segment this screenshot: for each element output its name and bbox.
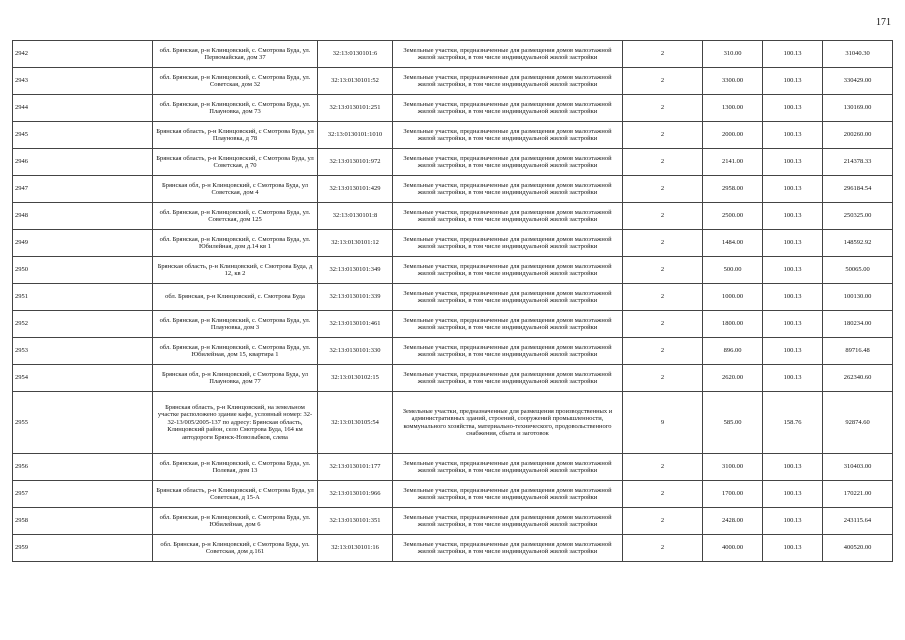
class-code-cell: 9 xyxy=(623,392,703,454)
land-use-category-cell: Земельные участки, предназначенные для размещения домов малоэтажной жилой застройки, в том числе индивидуальной жилой застройки xyxy=(393,122,623,149)
table-row xyxy=(13,508,893,535)
class-code-cell: 2 xyxy=(623,481,703,508)
area-cell: 2428.00 xyxy=(703,508,763,535)
land-use-category-cell: Земельные участки, предназначенные для размещения домов малоэтажной жилой застройки, в том числе индивидуальной жилой застройки xyxy=(393,149,623,176)
cadastral-value-cell: 31040.30 xyxy=(823,41,893,68)
address-cell: Брянская обл, р-н Клинцовский, с Смотрова Буда, ул Советская, дом 4 xyxy=(153,176,318,203)
table-body xyxy=(13,41,893,562)
table-row xyxy=(13,41,893,68)
area-cell: 2000.00 xyxy=(703,122,763,149)
unit-value-cell: 158.76 xyxy=(763,392,823,454)
address-cell: Брянская область, р-н Клинцовский, на земельном участке расположено здание кафе, условный номер: 32-32-13/005/2005-137 по адресу: Брянская область, Клинцовский район, село Смотрова Буда, 164 км автодороги Брянск-Новозыбков, слева xyxy=(153,392,318,454)
unit-value-cell: 100.13 xyxy=(763,41,823,68)
table-row xyxy=(13,122,893,149)
class-code-cell: 2 xyxy=(623,365,703,392)
land-use-category-cell: Земельные участки, предназначенные для размещения домов малоэтажной жилой застройки, в том числе индивидуальной жилой застройки xyxy=(393,203,623,230)
land-use-category-cell: Земельные участки, предназначенные для размещения производственных и административных зданий, строений, сооружений промышленности, коммунального хозяйства, материально-технического, продовольственного снабжения, сбыта и заготовок xyxy=(393,392,623,454)
area-cell: 500.00 xyxy=(703,257,763,284)
address-cell: Брянская область, р-н Клинцовский, с Смотрова Буда, ул Советская, д 15-А xyxy=(153,481,318,508)
cadastral-number-cell: 32:13:0130101:972 xyxy=(318,149,393,176)
unit-value-cell: 100.13 xyxy=(763,203,823,230)
cadastral-value-cell: 330429.00 xyxy=(823,68,893,95)
cadastral-number-cell: 32:13:0130101:429 xyxy=(318,176,393,203)
class-code-cell: 2 xyxy=(623,338,703,365)
cadastral-number-cell: 32:13:0130101:177 xyxy=(318,454,393,481)
cadastral-number-cell: 32:13:0130101:349 xyxy=(318,257,393,284)
unit-value-cell: 100.13 xyxy=(763,176,823,203)
table-row xyxy=(13,365,893,392)
row-number-cell: 2959 xyxy=(13,535,153,562)
table-row xyxy=(13,392,893,454)
table-row xyxy=(13,338,893,365)
unit-value-cell: 100.13 xyxy=(763,95,823,122)
class-code-cell: 2 xyxy=(623,41,703,68)
cadastral-number-cell: 32:13:0130101:1010 xyxy=(318,122,393,149)
class-code-cell: 2 xyxy=(623,535,703,562)
table-row xyxy=(13,176,893,203)
unit-value-cell: 100.13 xyxy=(763,481,823,508)
row-number-cell: 2957 xyxy=(13,481,153,508)
cadastral-value-cell: 214378.33 xyxy=(823,149,893,176)
row-number-cell: 2955 xyxy=(13,392,153,454)
unit-value-cell: 100.13 xyxy=(763,454,823,481)
area-cell: 3300.00 xyxy=(703,68,763,95)
area-cell: 1484.00 xyxy=(703,230,763,257)
row-number-cell: 2950 xyxy=(13,257,153,284)
area-cell: 2500.00 xyxy=(703,203,763,230)
unit-value-cell: 100.13 xyxy=(763,508,823,535)
row-number-cell: 2953 xyxy=(13,338,153,365)
land-use-category-cell: Земельные участки, предназначенные для размещения домов малоэтажной жилой застройки, в том числе индивидуальной жилой застройки xyxy=(393,454,623,481)
cadastral-value-cell: 89716.48 xyxy=(823,338,893,365)
unit-value-cell: 100.13 xyxy=(763,122,823,149)
address-cell: обл. Брянская, р-н Клинцовский, с. Смотрова Буда, ул. Советская, дом 125 xyxy=(153,203,318,230)
cadastral-value-cell: 200260.00 xyxy=(823,122,893,149)
table-row xyxy=(13,454,893,481)
area-cell: 1000.00 xyxy=(703,284,763,311)
area-cell: 2141.00 xyxy=(703,149,763,176)
cadastral-number-cell: 32:13:0130101:339 xyxy=(318,284,393,311)
cadastral-value-cell: 296184.54 xyxy=(823,176,893,203)
table-row xyxy=(13,257,893,284)
land-use-category-cell: Земельные участки, предназначенные для размещения домов малоэтажной жилой застройки, в том числе индивидуальной жилой застройки xyxy=(393,481,623,508)
address-cell: Брянская обл, р-н Клинцовский, с Смотрова Буда, ул Плауновка, дом 77 xyxy=(153,365,318,392)
class-code-cell: 2 xyxy=(623,95,703,122)
row-number-cell: 2951 xyxy=(13,284,153,311)
cadastral-value-cell: 92874.60 xyxy=(823,392,893,454)
row-number-cell: 2942 xyxy=(13,41,153,68)
row-number-cell: 2954 xyxy=(13,365,153,392)
address-cell: обл. Брянская, р-н Клинцовский, с. Смотрова Буда, ул. Юбилейная, дом 15, квартира 1 xyxy=(153,338,318,365)
table-row xyxy=(13,149,893,176)
row-number-cell: 2956 xyxy=(13,454,153,481)
cadastral-value-cell: 50065.00 xyxy=(823,257,893,284)
class-code-cell: 2 xyxy=(623,284,703,311)
land-use-category-cell: Земельные участки, предназначенные для размещения домов малоэтажной жилой застройки, в том числе индивидуальной жилой застройки xyxy=(393,176,623,203)
row-number-cell: 2944 xyxy=(13,95,153,122)
table-row xyxy=(13,311,893,338)
cadastral-number-cell: 32:13:0130101:16 xyxy=(318,535,393,562)
cadastral-value-cell: 262340.60 xyxy=(823,365,893,392)
address-cell: Брянская область, р-н Клинцовский, с Смотрова Буда, ул Плауновка, д 78 xyxy=(153,122,318,149)
address-cell: Брянская область, р-н Клинцовский, с Смотрова Буда, ул Советская, д 70 xyxy=(153,149,318,176)
class-code-cell: 2 xyxy=(623,203,703,230)
area-cell: 896.00 xyxy=(703,338,763,365)
land-parcel-table xyxy=(12,40,893,562)
cadastral-value-cell: 310403.00 xyxy=(823,454,893,481)
land-use-category-cell: Земельные участки, предназначенные для размещения домов малоэтажной жилой застройки, в том числе индивидуальной жилой застройки xyxy=(393,95,623,122)
land-use-category-cell: Земельные участки, предназначенные для размещения домов малоэтажной жилой застройки, в том числе индивидуальной жилой застройки xyxy=(393,338,623,365)
unit-value-cell: 100.13 xyxy=(763,365,823,392)
address-cell: обл. Брянская, р-н Клинцовский, с. Смотрова Буда, ул. Плауновка, дом 73 xyxy=(153,95,318,122)
area-cell: 1800.00 xyxy=(703,311,763,338)
cadastral-number-cell: 32:13:0130105:54 xyxy=(318,392,393,454)
row-number-cell: 2958 xyxy=(13,508,153,535)
address-cell: обл. Брянская, р-н Клинцовский, с. Смотрова Буда, ул. Юбилейная, дом д.14 кв 1 xyxy=(153,230,318,257)
address-cell: обл. Брянская, р-н Клинцовский, с. Смотрова Буда, ул. Полевая, дом 13 xyxy=(153,454,318,481)
land-use-category-cell: Земельные участки, предназначенные для размещения домов малоэтажной жилой застройки, в том числе индивидуальной жилой застройки xyxy=(393,365,623,392)
row-number-cell: 2952 xyxy=(13,311,153,338)
area-cell: 4000.00 xyxy=(703,535,763,562)
cadastral-value-cell: 100130.00 xyxy=(823,284,893,311)
class-code-cell: 2 xyxy=(623,311,703,338)
row-number-cell: 2945 xyxy=(13,122,153,149)
address-cell: обл. Брянская, р-н Клинцовский, с Смотрова Буда, ул. Советская, дом д.161 xyxy=(153,535,318,562)
table-row xyxy=(13,68,893,95)
area-cell: 2620.00 xyxy=(703,365,763,392)
land-use-category-cell: Земельные участки, предназначенные для размещения домов малоэтажной жилой застройки, в том числе индивидуальной жилой застройки xyxy=(393,41,623,68)
class-code-cell: 2 xyxy=(623,230,703,257)
class-code-cell: 2 xyxy=(623,122,703,149)
row-number-cell: 2948 xyxy=(13,203,153,230)
land-use-category-cell: Земельные участки, предназначенные для размещения домов малоэтажной жилой застройки, в том числе индивидуальной жилой застройки xyxy=(393,535,623,562)
address-cell: обл. Брянская, р-н Клинцовский, с. Смотрова Буда, ул. Советская, дом 32 xyxy=(153,68,318,95)
area-cell: 2958.00 xyxy=(703,176,763,203)
land-use-category-cell: Земельные участки, предназначенные для размещения домов малоэтажной жилой застройки, в том числе индивидуальной жилой застройки xyxy=(393,311,623,338)
cadastral-number-cell: 32:13:0130101:52 xyxy=(318,68,393,95)
class-code-cell: 2 xyxy=(623,176,703,203)
cadastral-value-cell: 243115.64 xyxy=(823,508,893,535)
land-use-category-cell: Земельные участки, предназначенные для размещения домов малоэтажной жилой застройки, в том числе индивидуальной жилой застройки xyxy=(393,230,623,257)
row-number-cell: 2943 xyxy=(13,68,153,95)
unit-value-cell: 100.13 xyxy=(763,338,823,365)
row-number-cell: 2946 xyxy=(13,149,153,176)
table-row xyxy=(13,284,893,311)
cadastral-number-cell: 32:13:0130101:351 xyxy=(318,508,393,535)
land-use-category-cell: Земельные участки, предназначенные для размещения домов малоэтажной жилой застройки, в том числе индивидуальной жилой застройки xyxy=(393,68,623,95)
class-code-cell: 2 xyxy=(623,508,703,535)
table-row xyxy=(13,203,893,230)
address-cell: обл. Брянская, р-н Клинцовский, с. Смотрова Буда, ул. Юбилейная, дом 6 xyxy=(153,508,318,535)
area-cell: 310.00 xyxy=(703,41,763,68)
address-cell: обл. Брянская, р-н Клинцовский, с. Смотрова Буда xyxy=(153,284,318,311)
unit-value-cell: 100.13 xyxy=(763,257,823,284)
address-cell: обл. Брянская, р-н Клинцовский, с. Смотрова Буда, ул. Плауновка, дом 3 xyxy=(153,311,318,338)
cadastral-value-cell: 148592.92 xyxy=(823,230,893,257)
land-use-category-cell: Земельные участки, предназначенные для размещения домов малоэтажной жилой застройки, в том числе индивидуальной жилой застройки xyxy=(393,257,623,284)
area-cell: 585.00 xyxy=(703,392,763,454)
class-code-cell: 2 xyxy=(623,454,703,481)
class-code-cell: 2 xyxy=(623,257,703,284)
table-row xyxy=(13,230,893,257)
cadastral-number-cell: 32:13:0130101:8 xyxy=(318,203,393,230)
cadastral-value-cell: 170221.00 xyxy=(823,481,893,508)
unit-value-cell: 100.13 xyxy=(763,284,823,311)
cadastral-number-cell: 32:13:0130101:461 xyxy=(318,311,393,338)
cadastral-number-cell: 32:13:0130101:12 xyxy=(318,230,393,257)
unit-value-cell: 100.13 xyxy=(763,68,823,95)
cadastral-value-cell: 400520.00 xyxy=(823,535,893,562)
unit-value-cell: 100.13 xyxy=(763,311,823,338)
unit-value-cell: 100.13 xyxy=(763,149,823,176)
cadastral-number-cell: 32:13:0130101:330 xyxy=(318,338,393,365)
row-number-cell: 2949 xyxy=(13,230,153,257)
cadastral-number-cell: 32:13:0130101:251 xyxy=(318,95,393,122)
row-number-cell: 2947 xyxy=(13,176,153,203)
table-row xyxy=(13,95,893,122)
area-cell: 1300.00 xyxy=(703,95,763,122)
table-row xyxy=(13,481,893,508)
cadastral-value-cell: 130169.00 xyxy=(823,95,893,122)
cadastral-value-cell: 180234.00 xyxy=(823,311,893,338)
cadastral-number-cell: 32:13:0130101:6 xyxy=(318,41,393,68)
unit-value-cell: 100.13 xyxy=(763,230,823,257)
area-cell: 3100.00 xyxy=(703,454,763,481)
cadastral-value-cell: 250325.00 xyxy=(823,203,893,230)
address-cell: обл. Брянская, р-н Клинцовский, с. Смотрова Буда, ул. Первомайская, дом 37 xyxy=(153,41,318,68)
page-number: 171 xyxy=(876,17,891,28)
land-use-category-cell: Земельные участки, предназначенные для размещения домов малоэтажной жилой застройки, в том числе индивидуальной жилой застройки xyxy=(393,508,623,535)
address-cell: Брянская область, р-н Клинцовский, с Смотрова Буда, д 12, кв 2 xyxy=(153,257,318,284)
table-row xyxy=(13,535,893,562)
class-code-cell: 2 xyxy=(623,68,703,95)
cadastral-number-cell: 32:13:0130102:15 xyxy=(318,365,393,392)
land-use-category-cell: Земельные участки, предназначенные для размещения домов малоэтажной жилой застройки, в том числе индивидуальной жилой застройки xyxy=(393,284,623,311)
unit-value-cell: 100.13 xyxy=(763,535,823,562)
cadastral-number-cell: 32:13:0130101:966 xyxy=(318,481,393,508)
area-cell: 1700.00 xyxy=(703,481,763,508)
class-code-cell: 2 xyxy=(623,149,703,176)
